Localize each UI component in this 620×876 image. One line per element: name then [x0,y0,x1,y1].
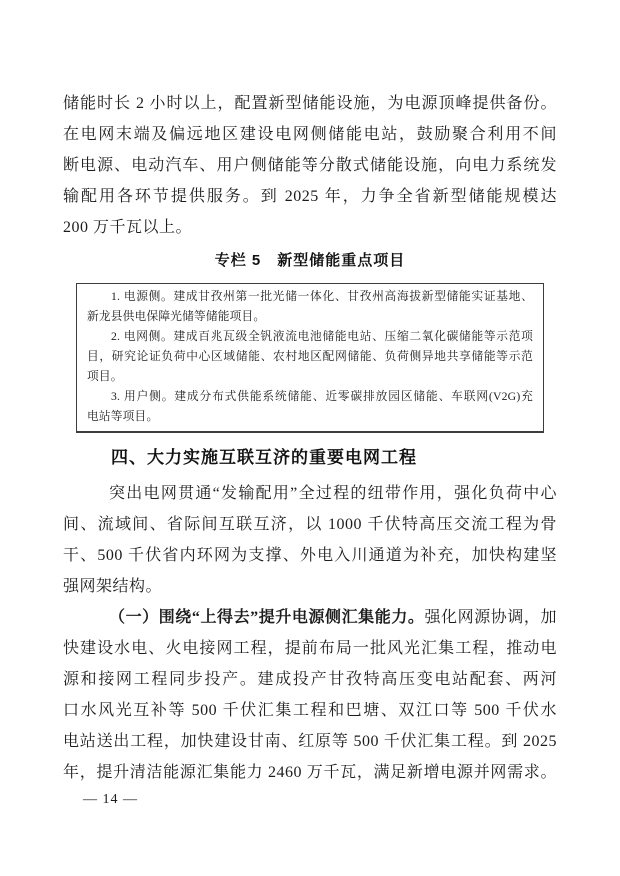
text-line: 干、500 千伏省内环网为支撑、外电入川通道为补充，加快构建坚 [63,547,557,564]
text-line: 电站等项目。 [87,410,159,423]
subsection-one-paragraph [63,602,557,788]
text-line: 口水风光互补等 500 千伏汇集工程和巴塘、双江口等 500 千伏水 [63,702,557,719]
text-line: 在电网末端及偏远地区建设电网侧储能电站，鼓励聚合利用不间 [63,126,557,143]
text-line: 年，提升清洁能源汇集能力 2460 万千瓦，满足新增电源并网需求。 [63,764,557,781]
box-title: 专栏 5 新型储能重点项目 [214,252,406,269]
box-item-grid-side [87,327,533,387]
box-item-power-side [87,287,533,327]
box-item-user-side [87,387,533,427]
text-line: 项目。 [87,370,123,383]
text-line: 源和接网工程同步投产。建成投产甘孜特高压变电站配套、两河 [63,671,557,688]
text-line: 目，研究论证负荷中心区域储能、农村地区配网储能、负荷侧异地共享储能等示范 [87,350,533,363]
page-number: — 14 — [83,792,138,807]
section-heading: 四、大力实施互联互济的重要电网工程 [111,448,417,467]
subsection-one-tail: 强化网源协调，加 [424,609,557,626]
text-line: 间、流域间、省际间互联互济，以 1000 千伏特高压交流工程为骨 [63,516,557,533]
text-line: 200 万千瓦以上。 [63,219,193,236]
text-line [63,602,557,633]
text-line: 断电源、电动汽车、用户侧储能等分散式储能设施，向电力系统发 [63,157,557,174]
text-line: 电站送出工程，加快建设甘南、红原等 500 千伏汇集工程。到 2025 [63,733,557,750]
subsection-one-lead: （一）围绕“上得去”提升电源侧汇集能力。 [109,609,425,626]
text-line: 输配用各环节提供服务。到 2025 年，力争全省新型储能规模达 [63,188,557,205]
text-line: 快建设水电、火电接网工程，提前布局一批风光汇集工程，推动电 [63,640,557,657]
text-line: 3. 用户侧。建成分布式供能系统储能、近零碳排放园区储能、车联网(V2G)充 [111,390,533,403]
text-line: 新龙县供电保障光储等储能项目。 [87,310,266,323]
text-line: 1. 电源侧。建成甘孜州第一批光储一体化、甘孜州高海拔新型储能实证基地、 [111,290,533,303]
text-line: 2. 电网侧。建成百兆瓦级全钒液流电池储能电站、压缩二氧化碳储能等示范项 [111,330,533,343]
text-line: 储能时长 2 小时以上，配置新型储能设施，为电源顶峰提供备份。 [63,95,557,112]
section-overview-paragraph [63,478,557,602]
intro-paragraph [63,88,557,243]
text-line: 强网架结构。 [63,578,163,595]
key-projects-box [76,283,544,433]
text-line: 突出电网贯通“发输配用”全过程的纽带作用，强化负荷中心 [109,485,557,502]
